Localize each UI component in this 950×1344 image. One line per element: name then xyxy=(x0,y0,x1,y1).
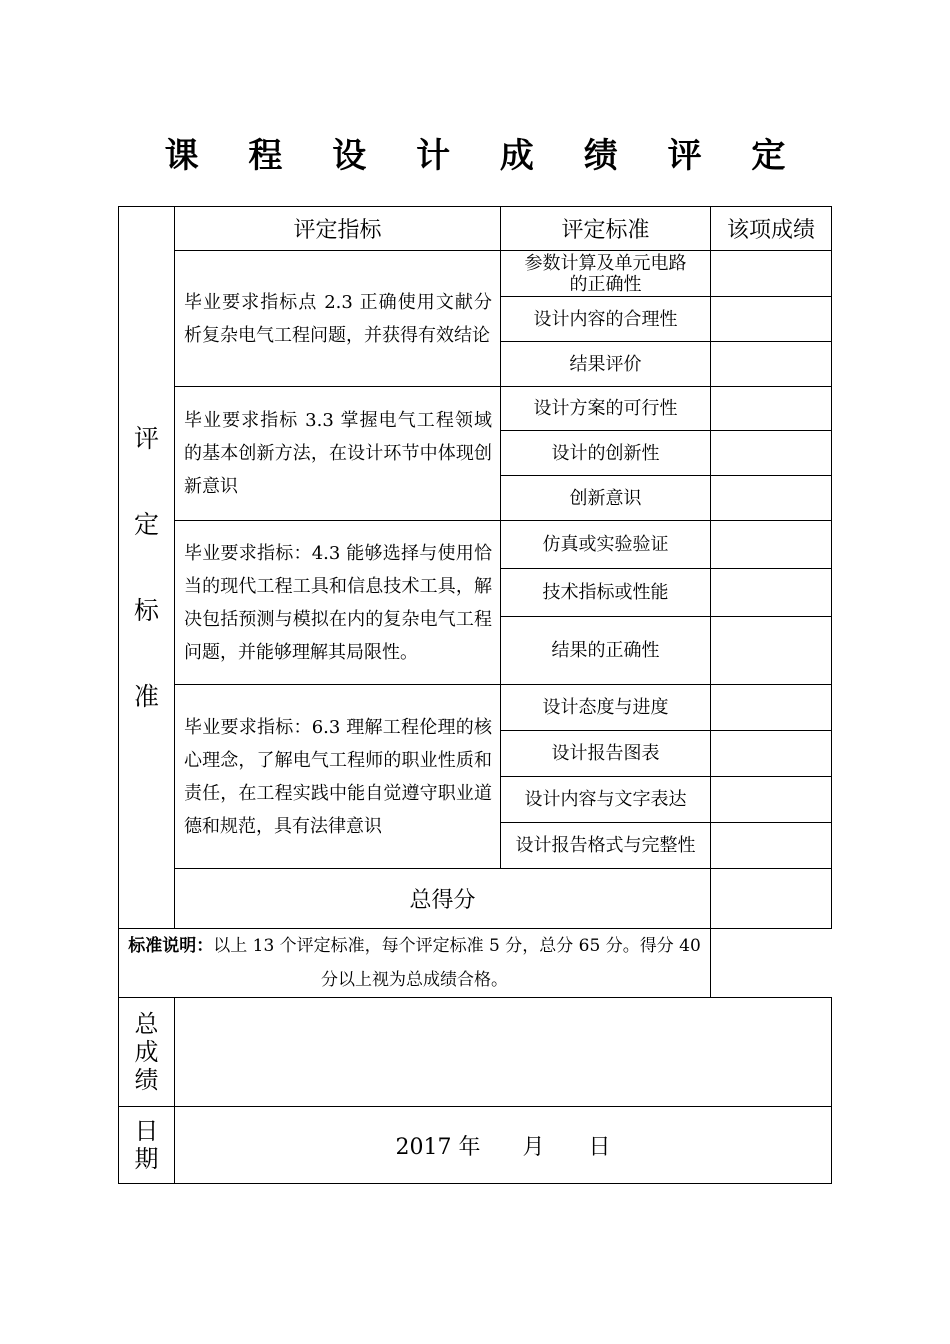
side-char: 标 xyxy=(133,595,159,625)
score-input-cell[interactable] xyxy=(711,685,832,731)
side-char: 定 xyxy=(133,509,159,539)
side-char: 准 xyxy=(133,681,159,711)
side-char: 日 xyxy=(134,1117,159,1145)
table-row xyxy=(119,387,832,431)
total-label: 总得分 xyxy=(175,869,711,929)
score-input-cell[interactable] xyxy=(711,476,832,521)
score-input-cell[interactable] xyxy=(711,387,832,431)
total-grade-cell[interactable] xyxy=(175,998,832,1107)
criteria-side-label xyxy=(119,207,175,929)
criterion-cell: 参数计算及单元电路的正确性 xyxy=(501,251,711,297)
score-input-cell[interactable] xyxy=(711,297,832,342)
score-input-cell[interactable] xyxy=(711,617,832,685)
side-char: 期 xyxy=(134,1145,159,1173)
date-year: 2017 年 xyxy=(395,1134,481,1160)
criterion-cell: 设计方案的可行性 xyxy=(501,387,711,431)
date-day: 日 xyxy=(588,1134,611,1160)
score-input-cell[interactable] xyxy=(711,431,832,476)
criterion-cell: 设计内容的合理性 xyxy=(501,297,711,342)
score-input-cell[interactable] xyxy=(711,823,832,869)
side-char: 成 xyxy=(134,1038,159,1066)
standard-note xyxy=(119,929,711,998)
header-row xyxy=(119,207,832,251)
score-input-cell[interactable] xyxy=(711,342,832,387)
total-row xyxy=(119,869,832,929)
note-row xyxy=(119,929,832,998)
criterion-cell: 结果评价 xyxy=(501,342,711,387)
date-cell[interactable] xyxy=(175,1107,832,1184)
criterion-cell: 设计态度与进度 xyxy=(501,685,711,731)
date-row xyxy=(119,1107,832,1184)
table-row xyxy=(119,521,832,569)
note-text: 以上 13 个评定标准，每个评定标准 5 分，总分 65 分。得分 40 分以上视为总成绩合格。 xyxy=(213,936,701,990)
evaluation-table xyxy=(118,206,832,1184)
indicator-cell: 毕业要求指标：6.3 理解工程伦理的核心理念，了解电气工程师的职业性质和责任，在工程实践中能自觉遵守职业道德和规范，具有法律意识 xyxy=(175,685,501,869)
indicator-cell: 毕业要求指标：4.3 能够选择与使用恰当的现代工程工具和信息技术工具，解决包括预测与模拟在内的复杂电气工程问题，并能够理解其局限性。 xyxy=(175,521,501,685)
criterion-cell: 技术指标或性能 xyxy=(501,569,711,617)
header-score: 该项成绩 xyxy=(711,207,832,251)
criterion-cell: 仿真或实验验证 xyxy=(501,521,711,569)
date-side-label xyxy=(119,1107,175,1184)
table-row xyxy=(119,251,832,297)
table-row xyxy=(119,685,832,731)
score-input-cell[interactable] xyxy=(711,251,832,297)
criterion-cell: 创新意识 xyxy=(501,476,711,521)
side-char: 评 xyxy=(133,423,159,453)
total-score-cell[interactable] xyxy=(711,869,832,929)
side-char: 总 xyxy=(134,1010,159,1038)
score-input-cell[interactable] xyxy=(711,731,832,777)
total-grade-row xyxy=(119,998,832,1107)
note-label: 标准说明： xyxy=(128,936,214,956)
score-input-cell[interactable] xyxy=(711,569,832,617)
criterion-cell: 设计报告格式与完整性 xyxy=(501,823,711,869)
header-indicator: 评定指标 xyxy=(175,207,501,251)
header-standard: 评定标准 xyxy=(501,207,711,251)
score-input-cell[interactable] xyxy=(711,777,832,823)
indicator-cell: 毕业要求指标点 2.3 正确使用文献分析复杂电气工程问题，并获得有效结论 xyxy=(175,251,501,387)
score-input-cell[interactable] xyxy=(711,521,832,569)
criterion-cell: 设计的创新性 xyxy=(501,431,711,476)
page-title: 课 程 设 计 成 绩 评 定 xyxy=(164,136,805,176)
criterion-cell: 设计内容与文字表达 xyxy=(501,777,711,823)
side-char: 绩 xyxy=(134,1066,159,1094)
total-grade-side-label xyxy=(119,998,175,1107)
indicator-cell: 毕业要求指标 3.3 掌握电气工程领域的基本创新方法，在设计环节中体现创新意识 xyxy=(175,387,501,521)
criterion-cell: 结果的正确性 xyxy=(501,617,711,685)
criterion-cell: 设计报告图表 xyxy=(501,731,711,777)
date-month: 月 xyxy=(522,1134,545,1160)
